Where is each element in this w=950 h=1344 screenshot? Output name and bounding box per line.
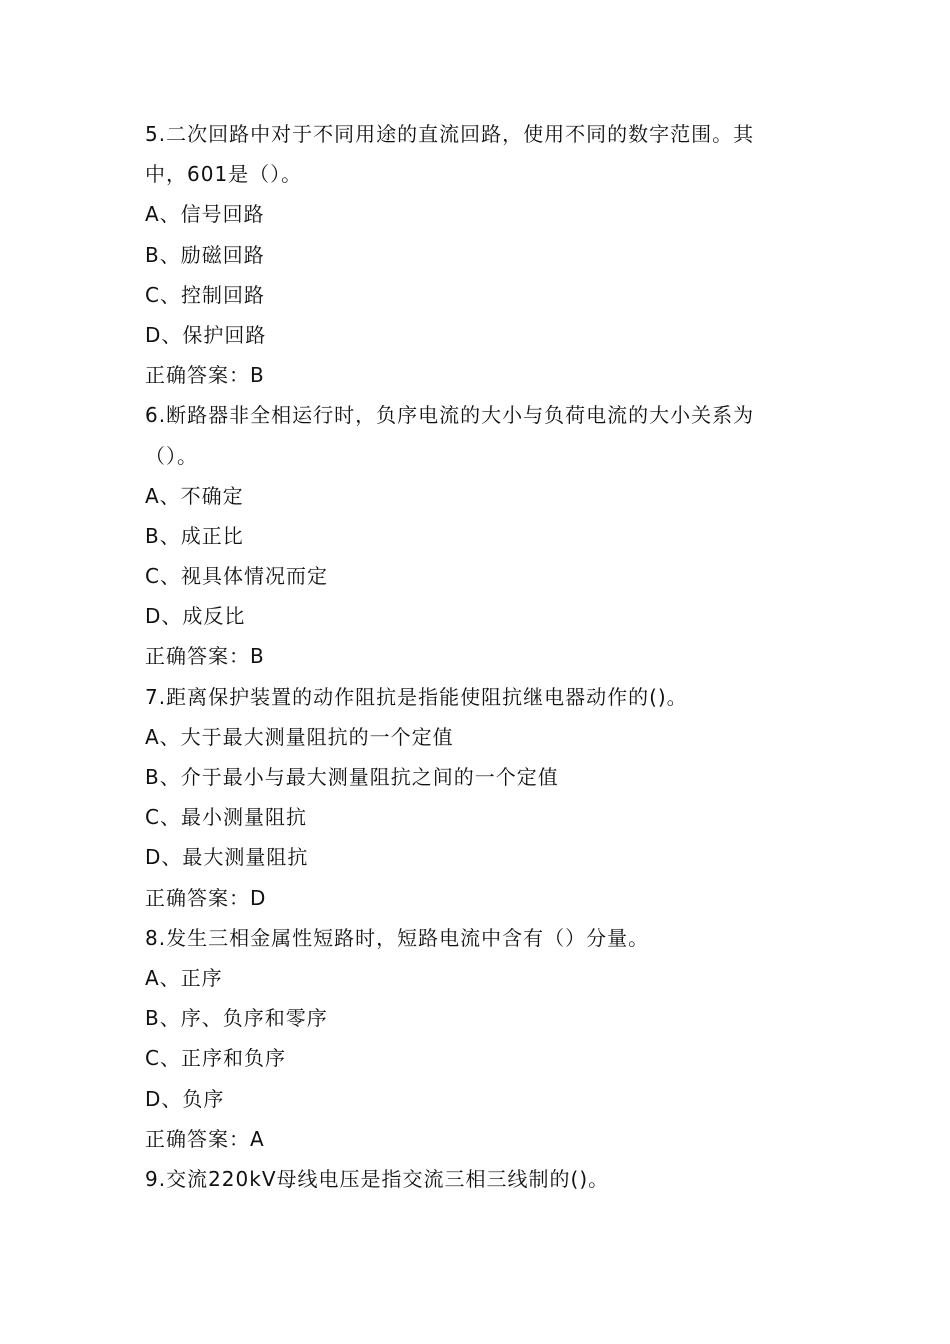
question-7-option-c: C、最小测量阻抗 bbox=[145, 805, 307, 830]
question-8-option-c: C、正序和负序 bbox=[145, 1046, 286, 1071]
question-8-text-line-1: 8.发生三相金属性短路时，短路电流中含有（）分量。 bbox=[145, 925, 650, 950]
question-5-option-d: D、保护回路 bbox=[145, 322, 267, 347]
question-7-answer: 正确答案：D bbox=[145, 885, 267, 910]
question-9-text-line-1: 9.交流220kV母线电压是指交流三相三线制的()。 bbox=[145, 1166, 610, 1191]
question-6-option-d: D、成反比 bbox=[145, 604, 246, 629]
question-5-option-c: C、控制回路 bbox=[145, 282, 265, 307]
question-8 bbox=[145, 918, 815, 1159]
question-7-text-line-1: 7.距离保护装置的动作阻抗是指能使阻抗继电器动作的()。 bbox=[145, 684, 688, 709]
question-list bbox=[145, 114, 815, 1199]
question-6-text-line-2: （）。 bbox=[145, 443, 198, 468]
question-6 bbox=[145, 395, 815, 676]
question-6-answer: 正确答案：B bbox=[145, 644, 265, 669]
question-5-answer: 正确答案：B bbox=[145, 363, 265, 388]
question-7-option-d: D、最大测量阻抗 bbox=[145, 845, 309, 870]
question-5-option-a: A、信号回路 bbox=[145, 202, 265, 227]
question-5-text-line-2: 中，601是（）。 bbox=[145, 162, 303, 187]
question-6-option-b: B、成正比 bbox=[145, 523, 244, 548]
question-9 bbox=[145, 1159, 815, 1199]
question-8-option-a: A、正序 bbox=[145, 965, 223, 990]
question-8-answer: 正确答案：A bbox=[145, 1126, 265, 1151]
question-6-option-c: C、视具体情况而定 bbox=[145, 564, 328, 589]
question-8-option-b: B、序、负序和零序 bbox=[145, 1006, 328, 1031]
question-6-text-line-1: 6.断路器非全相运行时，负序电流的大小与负荷电流的大小关系为 bbox=[145, 403, 755, 428]
question-7-option-a: A、大于最大测量阻抗的一个定值 bbox=[145, 724, 454, 749]
question-5-text-line-1: 5.二次回路中对于不同用途的直流回路，使用不同的数字范围。其 bbox=[145, 122, 755, 146]
question-7 bbox=[145, 677, 815, 918]
question-6-option-a: A、不确定 bbox=[145, 483, 244, 508]
question-5-option-b: B、励磁回路 bbox=[145, 242, 265, 267]
question-8-option-d: D、负序 bbox=[145, 1086, 225, 1111]
question-7-option-b: B、介于最小与最大测量阻抗之间的一个定值 bbox=[145, 765, 559, 789]
question-5 bbox=[145, 114, 815, 395]
